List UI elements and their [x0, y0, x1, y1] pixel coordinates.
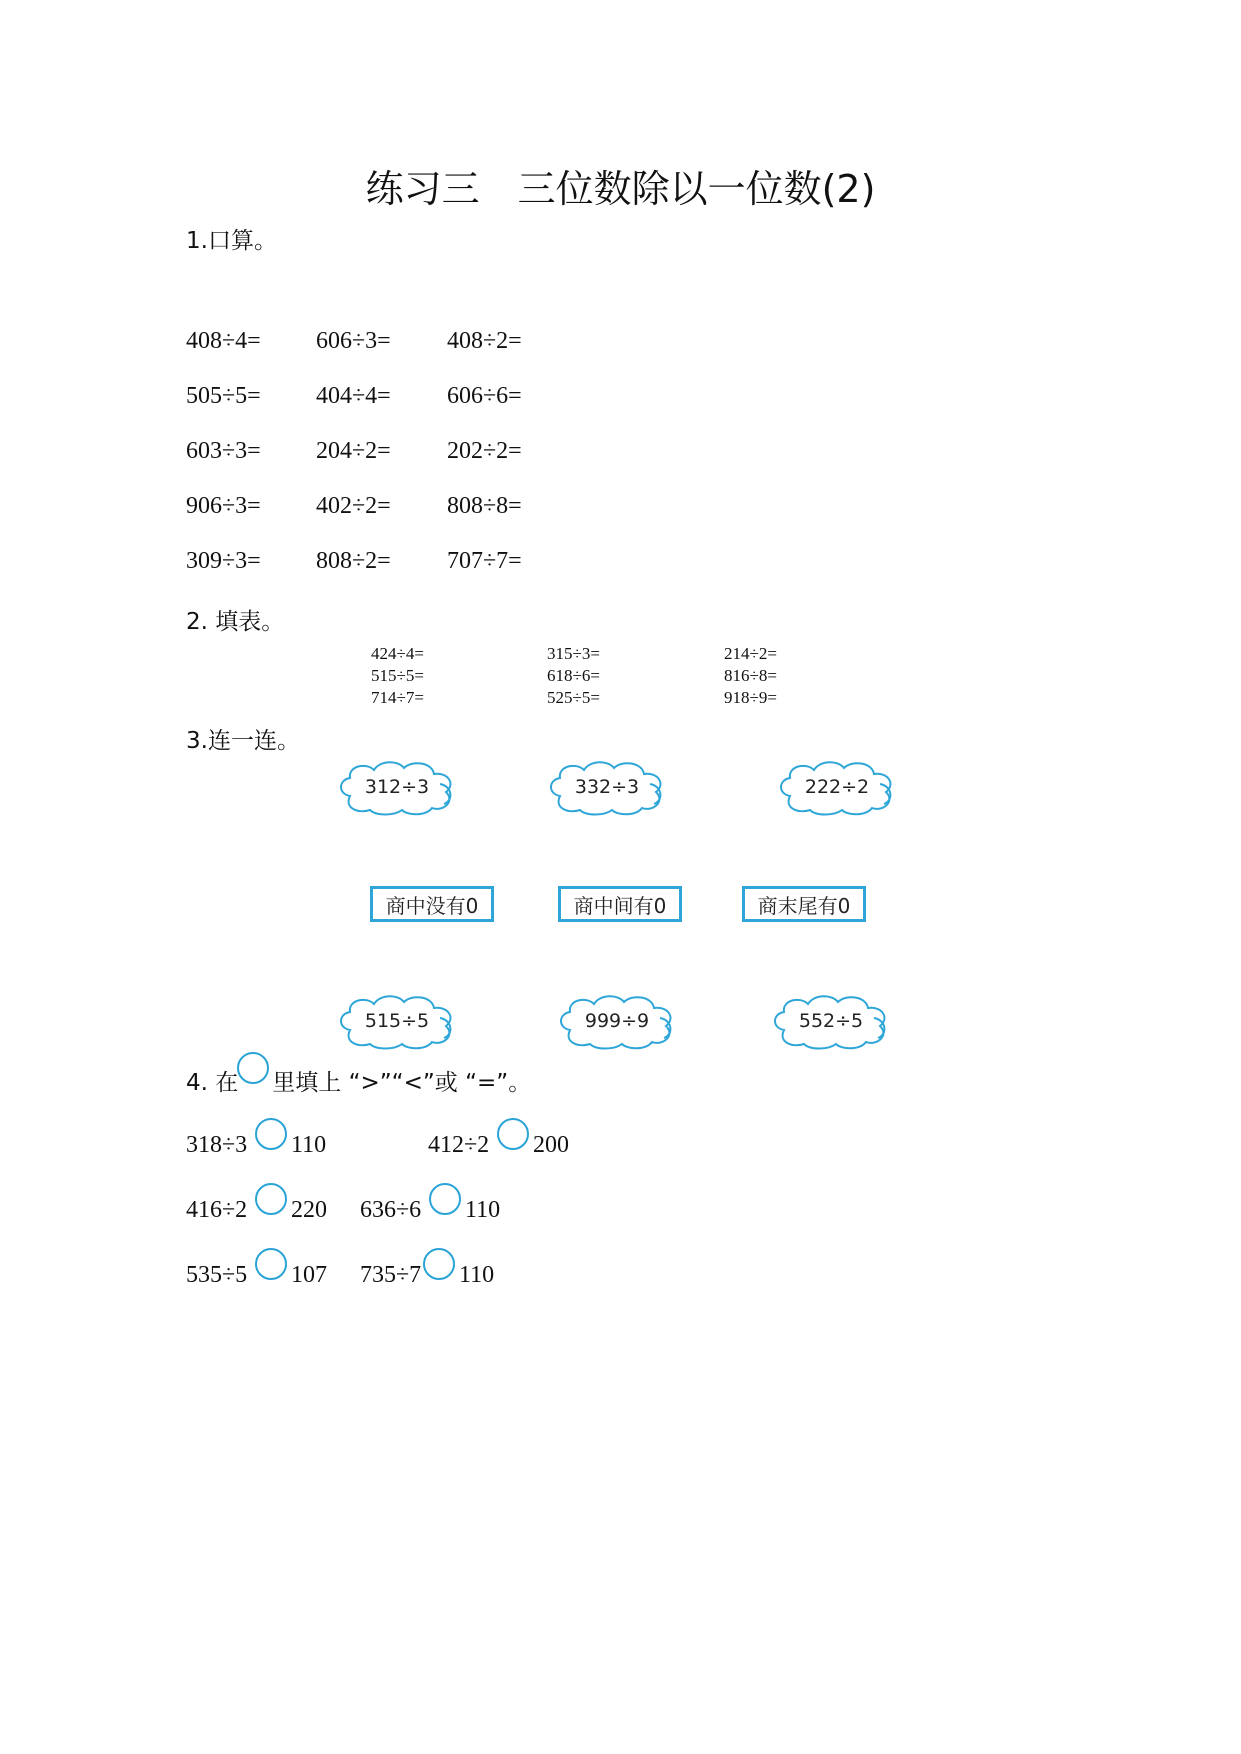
calc-item: 309÷3=	[186, 548, 261, 574]
calc-item: 202÷2=	[447, 438, 522, 464]
cloud-label: 312÷3	[364, 776, 430, 798]
section1-label: 1.口算。	[186, 228, 277, 254]
compare-circle-input[interactable]	[497, 1118, 529, 1150]
table-cell: 618÷6=	[547, 666, 600, 685]
cloud-top-1[interactable]	[336, 758, 458, 816]
compare-circle-input[interactable]	[255, 1118, 287, 1150]
table-cell: 525÷5=	[547, 688, 600, 707]
compare-left: 535÷5	[186, 1262, 248, 1288]
compare-right: 110	[291, 1132, 327, 1158]
category-box-3[interactable]: 商末尾有0	[742, 886, 866, 922]
section2-label: 2. 填表。	[186, 609, 285, 635]
compare-left: 636÷6	[360, 1197, 422, 1223]
table-cell: 424÷4=	[371, 644, 424, 663]
compare-circle-input[interactable]	[255, 1248, 287, 1280]
category-box-1[interactable]: 商中没有0	[370, 886, 494, 922]
table-cell: 214÷2=	[724, 644, 777, 663]
compare-right: 200	[533, 1132, 569, 1158]
cloud-bottom-1[interactable]	[336, 992, 458, 1050]
cloud-label: 222÷2	[804, 776, 870, 798]
section4-label-post: 里填上 “>”“<”或 “=”。	[272, 1070, 532, 1096]
table-cell: 816÷8=	[724, 666, 777, 685]
calc-item: 906÷3=	[186, 493, 261, 519]
category-box-2[interactable]: 商中间有0	[558, 886, 682, 922]
section3-label: 3.连一连。	[186, 728, 300, 754]
table-cell: 315÷3=	[547, 644, 600, 663]
compare-left: 735÷7	[360, 1262, 422, 1288]
compare-right: 110	[465, 1197, 501, 1223]
compare-left: 412÷2	[428, 1132, 490, 1158]
compare-circle-input[interactable]	[255, 1183, 287, 1215]
table-cell: 714÷7=	[371, 688, 424, 707]
compare-circle-input[interactable]	[429, 1183, 461, 1215]
cloud-label: 999÷9	[584, 1010, 650, 1032]
calc-item: 404÷4=	[316, 383, 391, 409]
cloud-label: 552÷5	[798, 1010, 864, 1032]
cloud-label: 515÷5	[364, 1010, 430, 1032]
calc-item: 408÷2=	[447, 328, 522, 354]
calc-item: 505÷5=	[186, 383, 261, 409]
cloud-bottom-2[interactable]	[556, 992, 678, 1050]
calc-item: 606÷6=	[447, 383, 522, 409]
cloud-bottom-3[interactable]	[770, 992, 892, 1050]
section4-label-pre: 4. 在	[186, 1070, 239, 1096]
compare-left: 318÷3	[186, 1132, 248, 1158]
compare-right: 220	[291, 1197, 327, 1223]
calc-item: 204÷2=	[316, 438, 391, 464]
cloud-label: 332÷3	[574, 776, 640, 798]
cloud-top-2[interactable]	[546, 758, 668, 816]
table-cell: 918÷9=	[724, 688, 777, 707]
calc-item: 606÷3=	[316, 328, 391, 354]
compare-right: 107	[291, 1262, 327, 1288]
page-title: 练习三 三位数除以一位数(2)	[365, 167, 876, 211]
calc-item: 707÷7=	[447, 548, 522, 574]
calc-item: 808÷8=	[447, 493, 522, 519]
calc-item: 402÷2=	[316, 493, 391, 519]
circle-example-icon	[237, 1052, 269, 1084]
compare-right: 110	[459, 1262, 495, 1288]
compare-circle-input[interactable]	[423, 1248, 455, 1280]
compare-left: 416÷2	[186, 1197, 248, 1223]
calc-item: 808÷2=	[316, 548, 391, 574]
table-cell: 515÷5=	[371, 666, 424, 685]
calc-item: 408÷4=	[186, 328, 261, 354]
cloud-top-3[interactable]	[776, 758, 898, 816]
calc-item: 603÷3=	[186, 438, 261, 464]
